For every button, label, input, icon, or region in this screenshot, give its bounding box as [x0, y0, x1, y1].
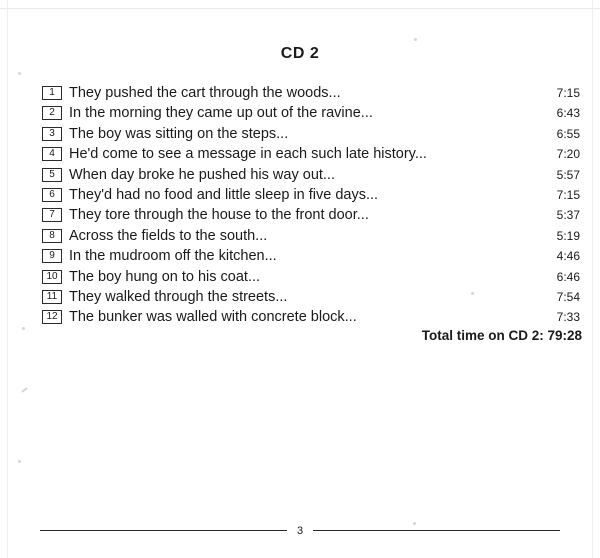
- track-title: In the morning they came up out of the ravine...: [69, 105, 373, 122]
- track-row: [42, 145, 582, 165]
- track-row: [42, 125, 582, 145]
- track-duration: 6:46: [556, 269, 580, 284]
- track-title: They'd had no food and little sleep in five days...: [69, 186, 379, 203]
- track-number: 4: [42, 147, 62, 161]
- scan-speckle: [21, 387, 28, 393]
- track-number: 5: [42, 168, 62, 182]
- track-duration: 6:43: [556, 106, 580, 121]
- track-row: [42, 227, 582, 247]
- page-footer: [40, 524, 560, 536]
- track-title: The boy was sitting on the steps...: [69, 125, 289, 142]
- track-number: 11: [42, 290, 62, 304]
- track-number: 12: [42, 310, 62, 324]
- track-duration: 7:54: [556, 289, 580, 304]
- track-duration: 7:20: [556, 147, 580, 162]
- track-row: [42, 308, 582, 328]
- track-row: [42, 84, 582, 104]
- footer-rule-left: [40, 530, 287, 531]
- track-number: 1: [42, 86, 62, 100]
- page-edge-top: [0, 0, 600, 9]
- track-title: The bunker was walled with concrete block...: [69, 309, 357, 326]
- track-duration: 5:57: [556, 167, 580, 182]
- track-title: They tore through the house to the front door...: [69, 207, 369, 224]
- total-time-label: Total time on CD 2: 79:28: [421, 328, 582, 343]
- track-list: [42, 84, 582, 329]
- track-row: [42, 166, 582, 186]
- track-number: 2: [42, 106, 62, 120]
- page-number: 3: [296, 525, 304, 537]
- track-number: 3: [42, 127, 62, 141]
- scan-speckle: [18, 460, 21, 463]
- track-duration: 7:15: [556, 86, 580, 100]
- track-title: Across the fields to the south...: [69, 227, 268, 244]
- track-number: 10: [42, 270, 62, 284]
- track-title: In the mudroom off the kitchen...: [69, 248, 277, 265]
- track-row: [42, 186, 582, 206]
- track-duration: 7:15: [556, 187, 580, 202]
- track-duration: 4:46: [556, 249, 580, 264]
- track-number: 8: [42, 229, 62, 243]
- track-title: When day broke he pushed his way out...: [69, 166, 335, 183]
- track-title: He'd come to see a message in each such late history...: [69, 146, 427, 163]
- scan-speckle: [414, 38, 417, 41]
- track-duration: 7:33: [556, 310, 580, 325]
- page-title: CD 2: [280, 45, 320, 62]
- track-row: [42, 104, 582, 124]
- track-number: 7: [42, 208, 62, 222]
- track-title: They pushed the cart through the woods...: [69, 85, 341, 101]
- track-row: [42, 288, 582, 308]
- scan-speckle: [18, 72, 21, 75]
- track-row: [42, 206, 582, 226]
- track-number: 6: [42, 188, 62, 202]
- page-edge-left: [0, 0, 8, 558]
- page-edge-right: [592, 0, 600, 558]
- track-duration: 6:55: [556, 126, 580, 141]
- track-duration: 5:19: [556, 228, 580, 243]
- track-title: They walked through the streets...: [69, 288, 288, 305]
- footer-rule-right: [313, 530, 560, 531]
- scan-speckle: [22, 327, 25, 330]
- track-duration: 5:37: [556, 208, 580, 223]
- track-row: [42, 268, 582, 288]
- track-title: The boy hung on to his coat...: [69, 268, 261, 285]
- track-row: [42, 247, 582, 267]
- track-number: 9: [42, 249, 62, 263]
